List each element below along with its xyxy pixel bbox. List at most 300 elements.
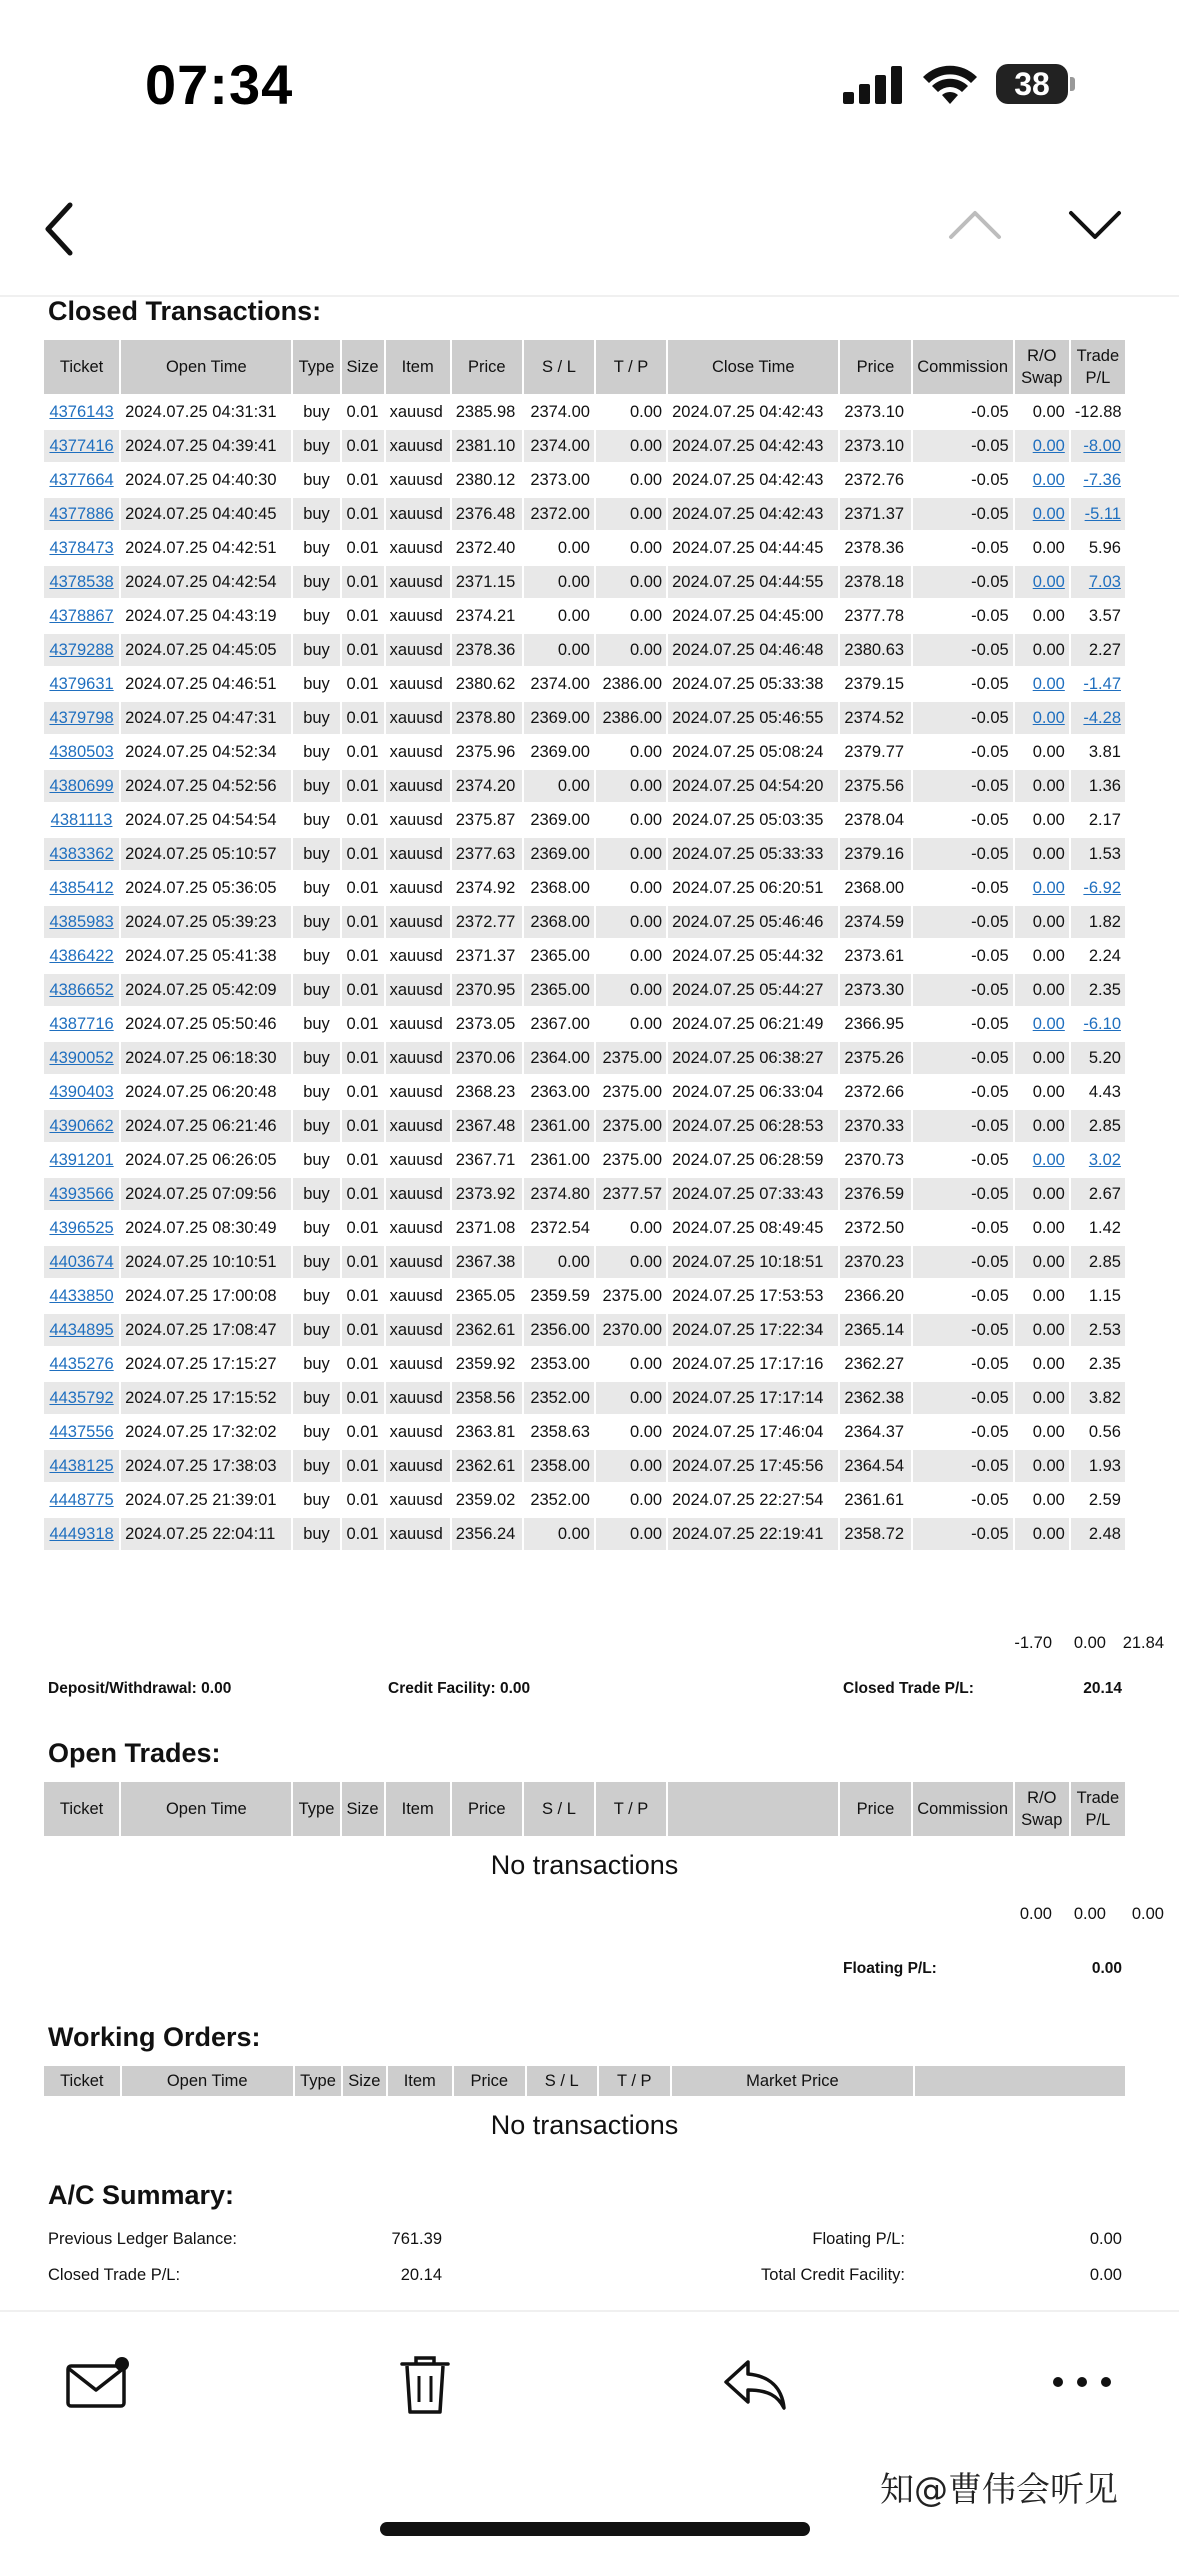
row-ticket-text[interactable]: 4437556 (49, 1422, 114, 1441)
row-close-price-text: 2372.50 (844, 1218, 905, 1237)
row-ticket (44, 430, 119, 462)
row-item (386, 668, 450, 700)
row-swap-text: 0.00 (1032, 946, 1065, 965)
row-close-price-text: 2372.66 (844, 1082, 905, 1101)
row-price-text: 2359.02 (455, 1490, 516, 1509)
row-type (293, 634, 339, 666)
row-trade-pl (1071, 430, 1125, 462)
row-price (452, 498, 522, 530)
row-close-time (668, 1008, 838, 1040)
row-type (293, 838, 339, 870)
row-size-text: 0.01 (346, 844, 379, 863)
table-row (44, 1042, 1125, 1074)
row-type (293, 1144, 339, 1176)
row-swap-text: 0.00 (1032, 606, 1065, 625)
row-close-time-text: 2024.07.25 06:38:27 (672, 1048, 824, 1067)
table-row (44, 464, 1125, 496)
row-ticket-text[interactable]: 4377416 (49, 436, 114, 455)
row-ticket-text[interactable]: 4396525 (49, 1218, 114, 1237)
row-stop-loss (524, 974, 594, 1006)
row-trade-pl (1071, 1314, 1125, 1346)
row-item (386, 566, 450, 598)
row-close-price-text: 2361.61 (844, 1490, 905, 1509)
row-commission-text: -0.05 (971, 572, 1009, 591)
row-price-text: 2374.20 (455, 776, 516, 795)
row-open-time (121, 532, 291, 564)
row-trade-pl-text[interactable]: -6.92 (1083, 878, 1121, 897)
row-price-text: 2358.56 (455, 1388, 516, 1407)
row-ticket-text[interactable]: 4383362 (49, 844, 114, 863)
row-stop-loss (524, 1212, 594, 1244)
col-commission: Commission (913, 340, 1013, 394)
row-trade-pl-text: 3.81 (1088, 742, 1121, 761)
row-price-text: 2375.87 (455, 810, 516, 829)
row-commission (913, 634, 1013, 666)
row-swap-text[interactable]: 0.00 (1032, 1014, 1065, 1033)
ac-summary-title: A/C Summary: (48, 2180, 235, 2210)
row-size-text: 0.01 (346, 640, 379, 659)
row-price-text: 2373.05 (455, 1014, 516, 1033)
row-price-text: 2372.40 (455, 538, 516, 557)
row-ticket-text[interactable]: 4385412 (49, 878, 114, 897)
row-ticket-text[interactable]: 4435792 (49, 1388, 114, 1407)
row-close-time-text: 2024.07.25 05:44:32 (672, 946, 824, 965)
row-ticket-text[interactable]: 4390052 (49, 1048, 114, 1067)
row-size (342, 702, 384, 734)
row-close-price-text: 2366.20 (844, 1286, 905, 1305)
row-swap (1015, 736, 1069, 768)
row-close-time-text: 2024.07.25 17:22:34 (672, 1320, 824, 1339)
row-take-profit-text: 0.00 (629, 844, 663, 863)
row-ticket (44, 600, 119, 632)
row-close-price (840, 770, 910, 802)
row-close-time (668, 1484, 838, 1516)
row-trade-pl-text: 2.67 (1088, 1184, 1121, 1203)
row-trade-pl-text: 2.85 (1088, 1116, 1121, 1135)
row-price (452, 1314, 522, 1346)
row-stop-loss-text: 0.00 (557, 1252, 590, 1271)
row-ticket-text[interactable]: 4379798 (49, 708, 114, 727)
row-type-text: buy (303, 844, 330, 863)
status-bar (0, 0, 1179, 175)
row-ticket-text[interactable]: 4393566 (49, 1184, 114, 1203)
row-take-profit-text: 0.00 (629, 980, 663, 999)
row-stop-loss (524, 1246, 594, 1278)
row-close-price-text: 2379.16 (844, 844, 905, 863)
row-commission-text: -0.05 (971, 640, 1009, 659)
mail-toolbar (0, 2310, 1179, 2558)
row-open-time (121, 838, 291, 870)
row-type (293, 668, 339, 700)
row-price-text: 2362.61 (455, 1456, 516, 1475)
row-take-profit-text: 0.00 (629, 640, 663, 659)
row-trade-pl-text[interactable]: 7.03 (1088, 572, 1121, 591)
table-row (44, 1518, 1125, 1550)
row-take-profit-text: 0.00 (629, 810, 663, 829)
row-price (452, 1280, 522, 1312)
ac-floating-value: 0.00 (1089, 2230, 1122, 2248)
row-ticket (44, 702, 119, 734)
row-ticket-text[interactable]: 4435276 (49, 1354, 114, 1373)
row-trade-pl-text[interactable]: -1.47 (1083, 674, 1121, 693)
row-trade-pl-text[interactable]: -5.11 (1084, 504, 1121, 523)
row-ticket-text[interactable]: 4376143 (49, 402, 114, 421)
row-swap (1015, 600, 1069, 632)
row-ticket (44, 838, 119, 870)
row-ticket-text[interactable]: 4433850 (49, 1286, 114, 1305)
row-take-profit-text: 0.00 (629, 1456, 663, 1475)
row-close-price-text: 2368.00 (844, 878, 905, 897)
row-size (342, 974, 384, 1006)
row-ticket-text[interactable]: 4387716 (49, 1014, 114, 1033)
row-trade-pl (1071, 396, 1125, 428)
row-swap-text: 0.00 (1032, 1388, 1065, 1407)
row-close-price-text: 2377.78 (844, 606, 905, 625)
row-item-text: xauusd (389, 1082, 443, 1101)
prev-ledger-value: 761.39 (391, 2230, 442, 2248)
row-type (293, 498, 339, 530)
row-close-time-text: 2024.07.25 05:03:35 (672, 810, 824, 829)
row-swap-text[interactable]: 0.00 (1032, 572, 1065, 591)
row-item (386, 804, 450, 836)
row-ticket-text[interactable]: 4385983 (49, 912, 114, 931)
row-size (342, 1246, 384, 1278)
row-take-profit (596, 1348, 666, 1380)
row-ticket (44, 1246, 119, 1278)
row-stop-loss (524, 1518, 594, 1550)
row-commission-text: -0.05 (971, 1252, 1009, 1271)
row-price (452, 396, 522, 428)
row-commission-text: -0.05 (971, 810, 1009, 829)
row-close-time (668, 906, 838, 938)
row-ticket-text[interactable]: 4379631 (49, 674, 114, 693)
row-swap-text: 0.00 (1032, 1082, 1065, 1101)
row-ticket-text[interactable]: 4379288 (49, 640, 114, 659)
working-col-size: Size (343, 2066, 385, 2096)
row-swap-text[interactable]: 0.00 (1032, 436, 1065, 455)
row-commission-text: -0.05 (971, 844, 1009, 863)
row-open-time (121, 1008, 291, 1040)
next-message-chevron-icon[interactable] (1065, 205, 1125, 245)
row-price-text: 2371.08 (455, 1218, 516, 1237)
row-close-price-text: 2379.77 (844, 742, 905, 761)
row-item (386, 940, 450, 972)
open-trades-empty: No transactions (490, 1850, 679, 1880)
row-take-profit-text: 2370.00 (602, 1320, 663, 1339)
row-type-text: buy (303, 674, 330, 693)
row-close-time-text: 2024.07.25 04:46:48 (672, 640, 824, 659)
row-close-time (668, 634, 838, 666)
row-commission-text: -0.05 (971, 1116, 1009, 1135)
row-ticket-text[interactable]: 4391201 (49, 1150, 114, 1169)
row-ticket (44, 634, 119, 666)
row-trade-pl-text: -12.88 (1074, 402, 1122, 421)
row-stop-loss (524, 600, 594, 632)
row-commission-text: -0.05 (971, 878, 1009, 897)
row-swap-text: 0.00 (1032, 1456, 1065, 1475)
row-stop-loss-text: 2356.00 (530, 1320, 590, 1339)
open-header-row (44, 1782, 1125, 1836)
back-chevron-icon[interactable] (40, 199, 80, 259)
row-ticket-text[interactable]: 4449318 (49, 1524, 114, 1543)
row-swap-text[interactable]: 0.00 (1032, 504, 1065, 523)
row-trade-pl-text[interactable]: -6.10 (1083, 1014, 1121, 1033)
working-col-type: Type (295, 2066, 341, 2096)
more-icon[interactable] (1050, 2374, 1114, 2390)
row-trade-pl (1071, 736, 1125, 768)
row-trade-pl-text: 0.56 (1088, 1422, 1121, 1441)
row-price-text: 2367.71 (455, 1150, 516, 1169)
row-size-text: 0.01 (346, 674, 379, 693)
row-commission-text: -0.05 (971, 538, 1009, 557)
row-trade-pl (1071, 1246, 1125, 1278)
row-size (342, 1212, 384, 1244)
row-swap-text[interactable]: 0.00 (1032, 1150, 1065, 1169)
row-price (452, 838, 522, 870)
row-item-text: xauusd (389, 980, 443, 999)
row-ticket-text[interactable]: 4378867 (49, 606, 114, 625)
row-size (342, 1484, 384, 1516)
working-col-item: Item (388, 2066, 452, 2096)
row-item (386, 600, 450, 632)
row-size-text: 0.01 (346, 946, 379, 965)
open-totals-row (42, 1905, 1164, 1935)
row-price-text: 2376.48 (455, 504, 516, 523)
row-item-text: xauusd (389, 1422, 443, 1441)
row-swap-text[interactable]: 0.00 (1032, 708, 1065, 727)
row-take-profit-text: 0.00 (629, 436, 663, 455)
working-orders-table (42, 2064, 1127, 2098)
row-swap-text: 0.00 (1032, 1354, 1065, 1373)
table-row (44, 1416, 1125, 1448)
row-open-time (121, 974, 291, 1006)
row-stop-loss-text: 2358.63 (530, 1422, 590, 1441)
row-ticket-text[interactable]: 4403674 (49, 1252, 114, 1271)
row-close-time-text: 2024.07.25 04:54:20 (672, 776, 824, 795)
row-type (293, 906, 339, 938)
row-item-text: xauusd (389, 1320, 443, 1339)
row-stop-loss-text: 2361.00 (530, 1150, 590, 1169)
row-take-profit-text: 2377.57 (602, 1184, 663, 1203)
row-trade-pl-text: 2.27 (1088, 640, 1121, 659)
row-close-time (668, 1416, 838, 1448)
row-item-text: xauusd (389, 1150, 443, 1169)
working-col-take-profit: T / P (599, 2066, 670, 2096)
row-stop-loss (524, 1280, 594, 1312)
row-commission-text: -0.05 (971, 1082, 1009, 1101)
row-close-price-text: 2378.18 (844, 572, 905, 591)
row-take-profit-text: 2375.00 (602, 1082, 663, 1101)
row-item-text: xauusd (389, 504, 443, 523)
row-ticket-text[interactable]: 4377886 (49, 504, 114, 523)
row-swap-text[interactable]: 0.00 (1032, 674, 1065, 693)
row-take-profit-text: 0.00 (629, 1218, 663, 1237)
row-close-price (840, 906, 910, 938)
row-item (386, 838, 450, 870)
row-ticket-text[interactable]: 4377664 (49, 470, 114, 489)
row-trade-pl (1071, 702, 1125, 734)
row-price (452, 1042, 522, 1074)
row-swap (1015, 1076, 1069, 1108)
row-commission (913, 1246, 1013, 1278)
row-type-text: buy (303, 776, 330, 795)
table-row (44, 634, 1125, 666)
row-swap (1015, 668, 1069, 700)
row-close-price-text: 2373.10 (844, 436, 905, 455)
row-type (293, 1518, 339, 1550)
row-open-time-text: 2024.07.25 06:26:05 (125, 1150, 277, 1169)
row-trade-pl-text: 5.96 (1088, 538, 1121, 557)
row-trade-pl-text: 2.24 (1088, 946, 1121, 965)
row-open-time-text: 2024.07.25 17:08:47 (125, 1320, 277, 1339)
table-row (44, 396, 1125, 428)
row-trade-pl (1071, 940, 1125, 972)
row-type (293, 702, 339, 734)
working-col-price: Price (454, 2066, 525, 2096)
row-ticket-text[interactable]: 4390662 (49, 1116, 114, 1135)
table-row (44, 1280, 1125, 1312)
closed-trade-pl-label: Closed Trade P/L: (843, 1680, 974, 1697)
row-type (293, 1484, 339, 1516)
row-trade-pl (1071, 1178, 1125, 1210)
row-commission-text: -0.05 (971, 980, 1009, 999)
row-size-text: 0.01 (346, 1082, 379, 1101)
total-credit-label: Total Credit Facility: (761, 2266, 905, 2284)
row-trade-pl-text[interactable]: -4.28 (1083, 708, 1121, 727)
table-row (44, 1450, 1125, 1482)
row-ticket (44, 872, 119, 904)
open-total-pl: 0.00 (1131, 1905, 1164, 1923)
row-stop-loss-text: 2368.00 (530, 912, 590, 931)
row-trade-pl-text: 1.15 (1088, 1286, 1121, 1305)
row-trade-pl-text[interactable]: 3.02 (1088, 1150, 1121, 1169)
row-trade-pl (1071, 498, 1125, 530)
row-open-time (121, 736, 291, 768)
row-size-text: 0.01 (346, 1184, 379, 1203)
row-type (293, 1314, 339, 1346)
row-ticket-text[interactable]: 4378538 (49, 572, 114, 591)
table-row (44, 940, 1125, 972)
row-ticket-text[interactable]: 4390403 (49, 1082, 114, 1101)
row-ticket-text[interactable]: 4381113 (50, 810, 113, 829)
row-trade-pl (1071, 838, 1125, 870)
row-open-time-text: 2024.07.25 05:36:05 (125, 878, 277, 897)
row-take-profit-text: 0.00 (629, 1252, 663, 1271)
row-commission-text: -0.05 (971, 1422, 1009, 1441)
row-close-time (668, 532, 838, 564)
row-commission (913, 1450, 1013, 1482)
row-trade-pl (1071, 1382, 1125, 1414)
row-ticket-text[interactable]: 4380503 (49, 742, 114, 761)
col-trade-pl: Trade P/L (1071, 340, 1125, 394)
row-stop-loss (524, 1076, 594, 1108)
row-item-text: xauusd (389, 470, 443, 489)
row-price-text: 2370.95 (455, 980, 516, 999)
row-open-time (121, 600, 291, 632)
row-price-text: 2377.63 (455, 844, 516, 863)
row-type-text: buy (303, 1048, 330, 1067)
row-close-price-text: 2379.15 (844, 674, 905, 693)
row-open-time-text: 2024.07.25 06:18:30 (125, 1048, 277, 1067)
previous-message-chevron-icon[interactable] (945, 205, 1005, 245)
row-stop-loss-text: 2374.00 (530, 436, 590, 455)
row-trade-pl (1071, 1076, 1125, 1108)
row-open-time-text: 2024.07.25 17:38:03 (125, 1456, 277, 1475)
row-item (386, 1348, 450, 1380)
row-ticket-text[interactable]: 4448775 (49, 1490, 114, 1509)
row-trade-pl-text[interactable]: -8.00 (1083, 436, 1121, 455)
row-ticket (44, 770, 119, 802)
row-trade-pl-text[interactable]: -7.36 (1083, 470, 1121, 489)
floating-pl-value: 0.00 (1091, 1960, 1122, 1977)
reply-icon[interactable] (720, 2354, 790, 2414)
row-ticket (44, 1212, 119, 1244)
row-size (342, 1416, 384, 1448)
row-stop-loss-text: 2374.00 (530, 402, 590, 421)
row-swap (1015, 1144, 1069, 1176)
row-trade-pl (1071, 804, 1125, 836)
row-ticket (44, 1518, 119, 1550)
row-commission-text: -0.05 (971, 1320, 1009, 1339)
row-trade-pl-text: 2.48 (1088, 1524, 1121, 1543)
table-row (44, 1110, 1125, 1142)
row-commission-text: -0.05 (971, 1218, 1009, 1237)
row-close-price (840, 430, 910, 462)
row-swap-text[interactable]: 0.00 (1032, 878, 1065, 897)
row-item (386, 396, 450, 428)
row-open-time (121, 566, 291, 598)
row-swap (1015, 770, 1069, 802)
row-ticket-text[interactable]: 4386422 (49, 946, 114, 965)
row-take-profit-text: 2386.00 (602, 708, 663, 727)
home-indicator[interactable] (380, 2522, 810, 2536)
row-ticket-text[interactable]: 4438125 (49, 1456, 114, 1475)
row-stop-loss-text: 2368.00 (530, 878, 590, 897)
col-take-profit: T / P (596, 340, 666, 394)
row-ticket-text[interactable]: 4434895 (49, 1320, 114, 1339)
row-open-time (121, 1484, 291, 1516)
row-close-time-text: 2024.07.25 17:46:04 (672, 1422, 824, 1441)
row-take-profit-text: 0.00 (629, 1388, 663, 1407)
row-open-time-text: 2024.07.25 04:52:56 (125, 776, 277, 795)
row-price-text: 2363.81 (455, 1422, 516, 1441)
row-ticket-text[interactable]: 4378473 (49, 538, 114, 557)
row-size (342, 940, 384, 972)
row-size-text: 0.01 (346, 1490, 379, 1509)
row-open-time (121, 1076, 291, 1108)
mail-envelope-icon[interactable] (64, 2354, 134, 2414)
row-price-text: 2372.77 (455, 912, 516, 931)
row-type (293, 464, 339, 496)
row-swap-text: 0.00 (1032, 1116, 1065, 1135)
row-take-profit (596, 872, 666, 904)
row-close-price (840, 1382, 910, 1414)
row-close-time-text: 2024.07.25 06:21:49 (672, 1014, 824, 1033)
row-type-text: buy (303, 1082, 330, 1101)
row-swap-text[interactable]: 0.00 (1032, 470, 1065, 489)
row-item-text: xauusd (389, 1524, 443, 1543)
row-size (342, 430, 384, 462)
row-price (452, 1110, 522, 1142)
row-trade-pl-text: 2.85 (1088, 1252, 1121, 1271)
trash-icon[interactable] (398, 2354, 452, 2418)
row-ticket-text[interactable]: 4386652 (49, 980, 114, 999)
row-type-text: buy (303, 1218, 330, 1237)
row-open-time-text: 2024.07.25 04:43:19 (125, 606, 277, 625)
row-type (293, 1212, 339, 1244)
row-stop-loss (524, 1484, 594, 1516)
row-ticket-text[interactable]: 4380699 (49, 776, 114, 795)
